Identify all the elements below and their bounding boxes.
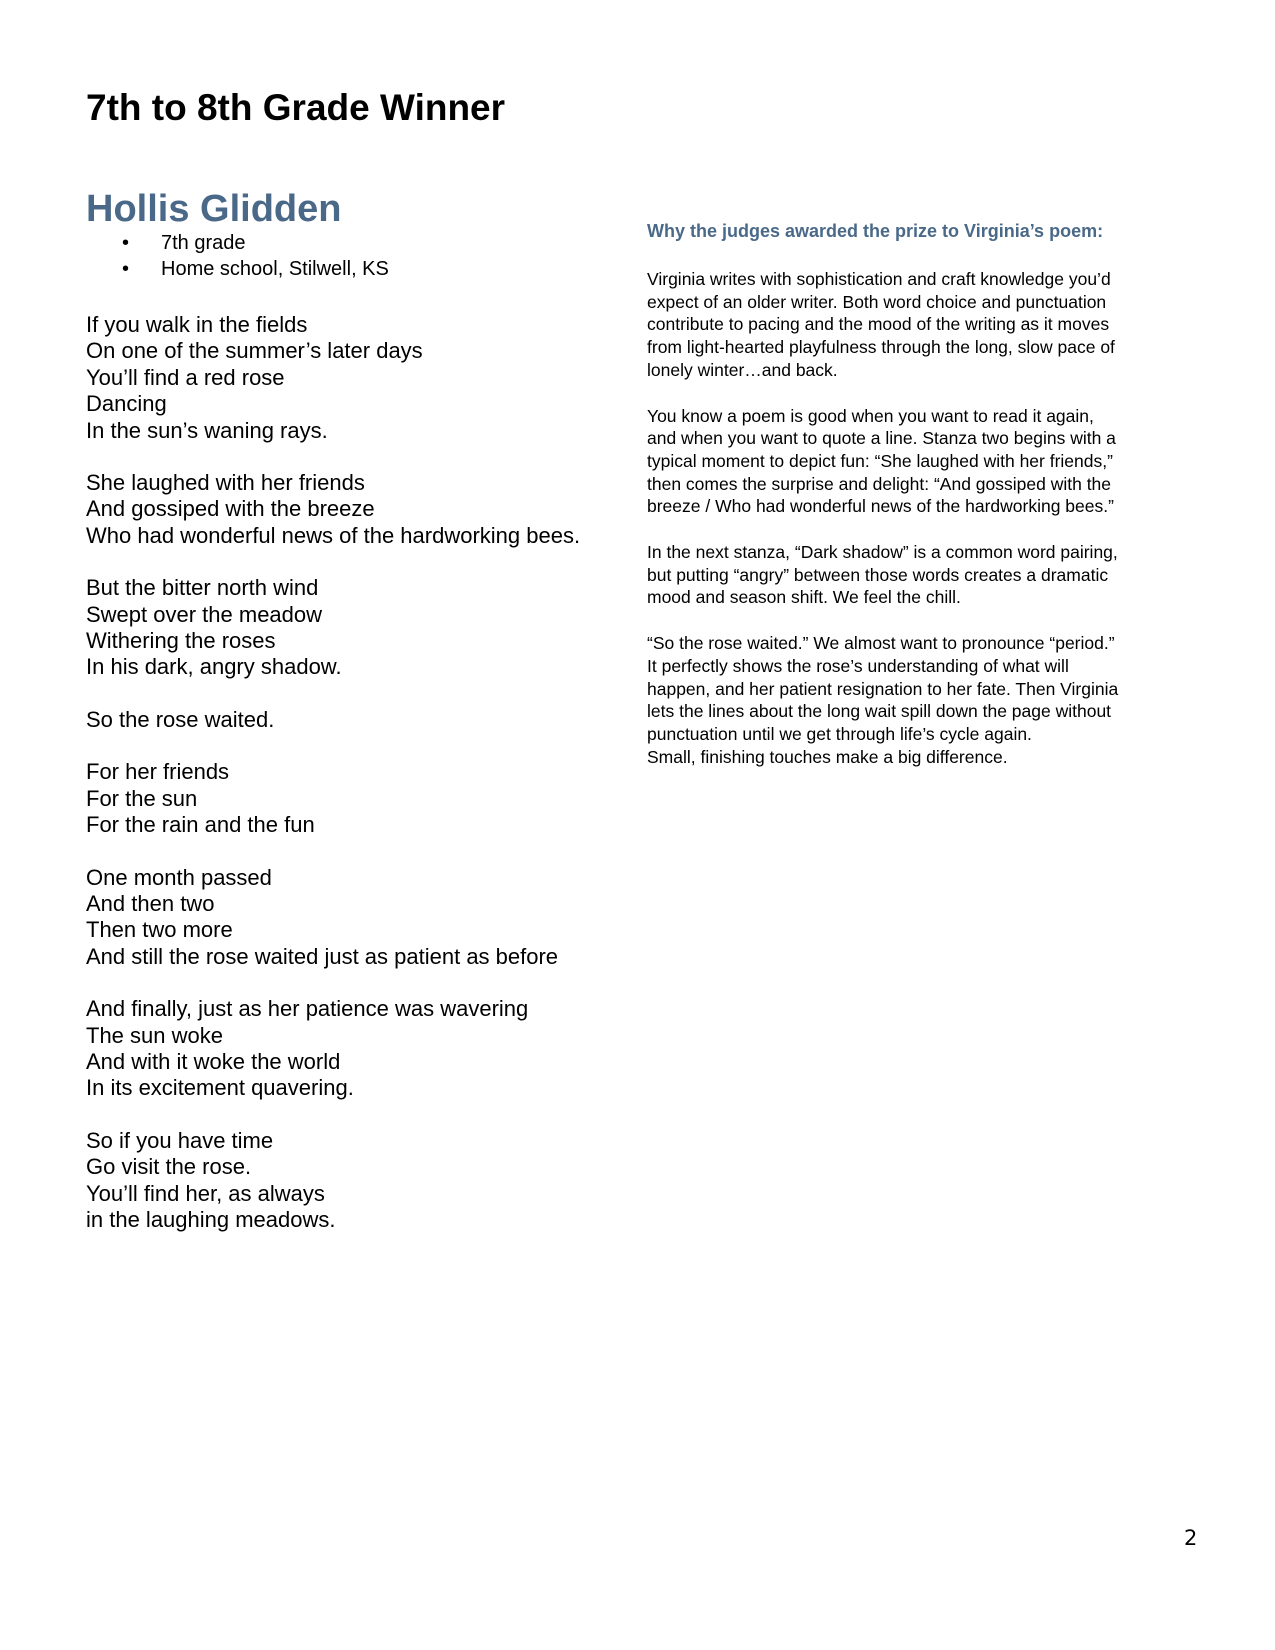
commentary-line: mood and season shift. We feel the chill.	[647, 587, 961, 608]
commentary-line: and when you want to quote a line. Stanza two begins with a	[647, 428, 1116, 449]
commentary-line: but putting “angry” between those words creates a dramatic	[647, 564, 1109, 585]
page-title: 7th to 8th Grade Winner	[86, 87, 506, 128]
poem-line: If you walk in the fields	[86, 312, 308, 337]
poem-line: And finally, just as her patience was wavering	[86, 996, 529, 1022]
commentary-line: contribute to pacing and the mood of the writing as it moves	[647, 314, 1110, 335]
poem-stanza	[86, 759, 626, 838]
poem-line: She laughed with her friends	[86, 470, 365, 496]
poem-stanza	[86, 865, 626, 971]
commentary-line: lonely winter…and back.	[647, 359, 838, 380]
poem-stanza	[86, 575, 626, 681]
poem-line: One month passed	[86, 864, 272, 890]
author-details-list	[86, 230, 389, 282]
poem-line: And gossiped with the breeze	[86, 496, 375, 522]
poem-line: Go visit the rose.	[86, 1154, 252, 1180]
poem-line: Withering the roses	[86, 628, 276, 654]
commentary-paragraphs	[647, 268, 1187, 768]
poem-body	[86, 312, 626, 1259]
commentary-line: Small, finishing touches make a big difference.	[647, 746, 1008, 767]
commentary-line: lets the lines about the long wait spill down the page without	[647, 701, 1112, 722]
poem-line: For the sun	[86, 785, 198, 811]
poem-line: But the bitter north wind	[86, 575, 319, 601]
commentary-paragraph	[647, 268, 1187, 382]
poem-line: And with it woke the world	[86, 1048, 341, 1074]
poem-line: So the rose waited.	[86, 706, 275, 732]
commentary-line: You know a poem is good when you want to read it again,	[647, 405, 1094, 426]
poem-line: Swept over the meadow	[86, 601, 323, 627]
poem-line: You’ll find a red rose	[86, 364, 285, 390]
list-item	[86, 256, 389, 282]
author-name: Hollis Glidden	[86, 188, 342, 230]
list-item	[86, 230, 389, 256]
poem-stanza	[86, 1128, 626, 1234]
poem-line: For her friends	[86, 759, 230, 785]
commentary-line: punctuation until we get through life’s cycle again.	[647, 723, 1032, 744]
bullet-icon: •	[122, 258, 130, 280]
bullet-icon: •	[122, 232, 130, 254]
commentary-line: happen, and her patient resignation to her fate. Then Virginia	[647, 678, 1119, 699]
poem-line: In the sun’s waning rays.	[86, 417, 328, 443]
commentary-line: from light-hearted playfulness through the long, slow pace of	[647, 337, 1115, 358]
commentary-line: then comes the surprise and delight: “And gossiped with the	[647, 473, 1112, 494]
poem-line: And still the rose waited just as patient as before	[86, 943, 559, 969]
commentary-heading: Why the judges awarded the prize to Virginia’s poem:	[647, 221, 1104, 241]
poem-line: In his dark, angry shadow.	[86, 654, 342, 680]
commentary-paragraph	[647, 541, 1187, 609]
poem-line: Then two more	[86, 917, 233, 943]
page-number: 2	[1184, 1526, 1198, 1550]
commentary-line: expect of an older writer. Both word choice and punctuation	[647, 291, 1107, 312]
commentary-line: breeze / Who had wonderful news of the hardworking bees.”	[647, 496, 1114, 517]
commentary-line: typical moment to depict fun: “She laughed with her friends,”	[647, 450, 1113, 471]
author-grade: 7th grade	[161, 232, 246, 254]
judges-commentary	[647, 220, 1187, 791]
poem-line: On one of the summer’s later days	[86, 338, 423, 364]
commentary-line: It perfectly shows the rose’s understanding of what will	[647, 655, 1069, 676]
poem-line: So if you have time	[86, 1127, 274, 1153]
poem-stanza	[86, 996, 626, 1102]
poem-line: In its excitement quavering.	[86, 1075, 354, 1101]
poem-line: in the laughing meadows.	[86, 1206, 336, 1232]
commentary-line: Virginia writes with sophistication and craft knowledge you’d	[647, 269, 1111, 289]
author-school: Home school, Stilwell, KS	[161, 258, 389, 280]
commentary-paragraph	[647, 632, 1187, 768]
commentary-line: In the next stanza, “Dark shadow” is a common word pairing,	[647, 542, 1118, 563]
poem-stanza	[86, 312, 626, 444]
poem-stanza	[86, 707, 626, 733]
poem-stanza	[86, 470, 626, 549]
poem-line: You’ll find her, as always	[86, 1180, 325, 1206]
commentary-paragraph	[647, 405, 1187, 519]
poem-line: The sun woke	[86, 1022, 223, 1048]
poem-line: Dancing	[86, 391, 167, 417]
poem-line: And then two	[86, 890, 215, 916]
poem-line: For the rain and the fun	[86, 812, 315, 838]
poem-line: Who had wonderful news of the hardworking bees.	[86, 522, 581, 548]
commentary-line: “So the rose waited.” We almost want to pronounce “period.”	[647, 633, 1115, 654]
